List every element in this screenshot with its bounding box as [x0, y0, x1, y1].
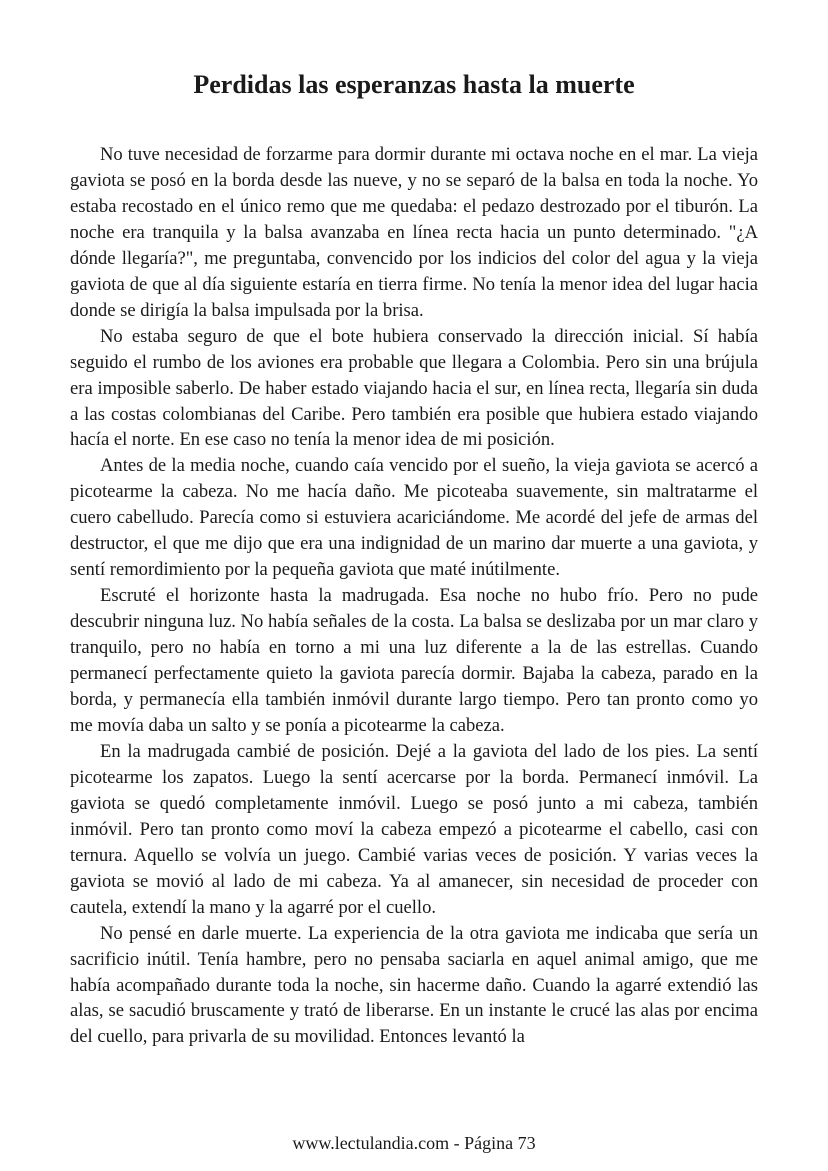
- page-footer: www.lectulandia.com - Página 73: [292, 1133, 536, 1153]
- paragraph-3: Antes de la media noche, cuando caía vencido por el sueño, la vieja gaviota se acercó a picotearme la cabeza. No me hacía daño. Me picoteaba suavemente, sin maltratarme el cuero cabelludo. Parecía como si estuviera acariciándome. Me acordé del jefe de armas del destructor, el que me dijo que era una indignidad de un marino dar muerte a una gaviota, y sentí remordimiento por la pequeña gaviota que maté inútilmente.: [70, 455, 758, 581]
- paragraph-5: En la madrugada cambié de posición. Dejé a la gaviota del lado de los pies. La sentí picotearme los zapatos. Luego la sentí acercarse por la borda. Permanecí inmóvil. La gaviota se quedó completamente inmóvil. Luego se posó junto a mi cabeza, también inmóvil. Pero tan pronto como moví la cabeza empezó a picotearme el cabello, casi con ternura. Aquello se volvía un juego. Cambié varias veces de posición. Y varias veces la gaviota se movió al lado de mi cabeza. Ya al amanecer, sin necesidad de proceder con cautela, extendí la mano y la agarré por el cuello.: [70, 740, 758, 918]
- body-text: [70, 142, 758, 1050]
- paragraph-1: No tuve necesidad de forzarme para dormir durante mi octava noche en el mar. La vieja gaviota se posó en la borda desde las nueve, y no se separó de la balsa en toda la noche. Yo estaba recostado en el único remo que me quedaba: el pedazo destrozado por el tiburón. La noche era tranquila y la balsa avanzaba en línea recta hacia un punto determinado. "¿A dónde llegaría?", me preguntaba, convencido por los indicios del color del agua y la vieja gaviota de que al día siguiente estaría en tierra firme. No tenía la menor idea del lugar hacia donde se dirigía la balsa impulsada por la brisa.: [70, 144, 758, 321]
- paragraph-4: Escruté el horizonte hasta la madrugada. Esa noche no hubo frío. Pero no pude descubrir ninguna luz. No había señales de la costa. La balsa se deslizaba por un mar claro y tranquilo, pero no había en torno a mi una luz diferente a la de las estrellas. Cuando permanecí perfectamente quieto la gaviota parecía dormir. Bajaba la cabeza, parado en la borda, y permanecía ella también inmóvil durante largo tiempo. Pero tan pronto como yo me movía daba un salto y se ponía a picotearme la cabeza.: [70, 585, 758, 736]
- paragraph-6: No pensé en darle muerte. La experiencia de la otra gaviota me indicaba que sería un sacrificio inútil. Tenía hambre, pero no pensaba saciarla en aquel animal amigo, que me había acompañado durante toda la noche, sin hacerme daño. Cuando la agarré extendió las alas, se sacudió bruscamente y trató de liberarse. En un instante le crucé las alas por encima del cuello, para privarla de su movilidad. Entonces levantó la: [70, 922, 758, 1048]
- paragraph-2: No estaba seguro de que el bote hubiera conservado la dirección inicial. Sí había seguido el rumbo de los aviones era probable que llegara a Colombia. Pero sin una brújula era imposible saberlo. De haber estado viajando hacia el sur, en línea recta, llegaría sin duda a las costas colombianas del Caribe. Pero también era posible que hubiera estado viajando hacía el norte. En ese caso no tenía la menor idea de mi posición.: [70, 325, 758, 451]
- page-title: Perdidas las esperanzas hasta la muerte: [193, 70, 635, 99]
